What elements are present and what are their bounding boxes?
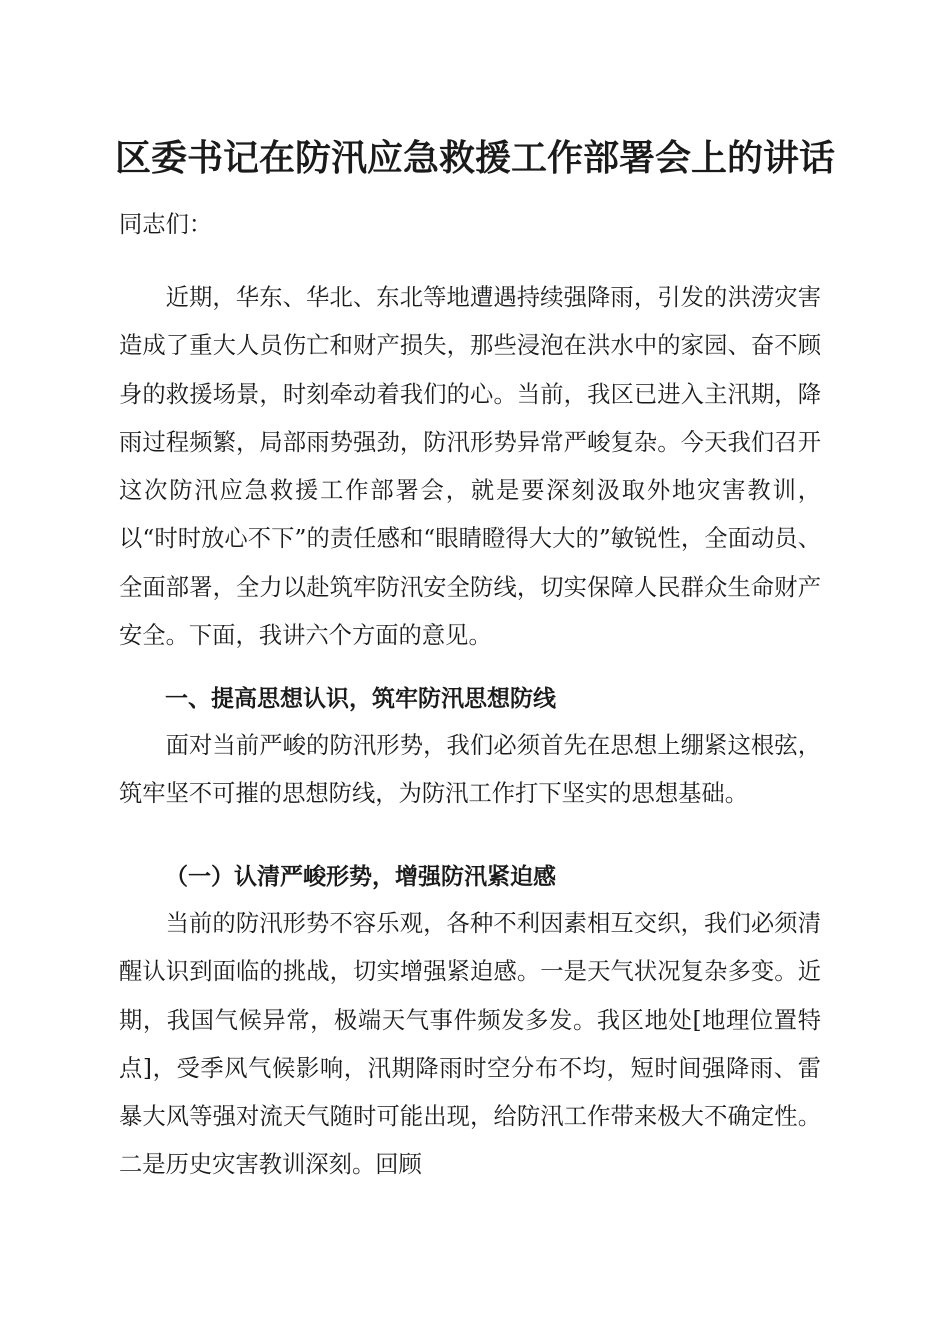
paragraph-intro: 近期，华东、华北、东北等地遭遇持续强降雨，引发的洪涝灾害造成了重大人员伤亡和财产损失，那些浸泡在洪水中的家园、奋不顾身的救援场景，时刻牵动着我们的心。当前，我区已进入主汛期，降雨过程频繁，局部雨势强劲，防汛形势异常严峻复杂。今天我们召开这次防汛应急救援工作部署会，就是要深刻汲取外地灾害教训，以“时时放心不下”的责任感和“眼睛瞪得大大的”敏锐性，全面动员、全面部署，全力以赴筑牢防汛安全防线，切实保障人民群众生命财产安全。下面，我讲六个方面的意见。 (119, 284, 821, 650)
document-title: 区委书记在防汛应急救援工作部署会上的讲话 (114, 137, 835, 179)
salutation: 同志们： (119, 211, 213, 238)
section-heading-1: 一、提高思想认识，筑牢防汛思想防线 (165, 686, 556, 712)
paragraph-subsection-1: 当前的防汛形势不容乐观，各种不利因素相互交织，我们必须清醒认识到面临的挑战，切实增强紧迫感。一是天气状况复杂多变。近期，我国气候异常，极端天气事件频发多发。我区地处[地理位置特点]，受季风气候影响，汛期降雨时空分布不均，短时间强降雨、雷暴大风等强对流天气随时可能出现，给防汛工作带来极大不确定性。二是历史灾害教训深刻。回顾 (119, 910, 821, 1179)
paragraph-section-1: 面对当前严峻的防汛形势，我们必须首先在思想上绷紧这根弦，筑牢坚不可摧的思想防线，为防汛工作打下坚实的思想基础。 (119, 732, 821, 808)
subsection-heading-1: （一）认清严峻形势，增强防汛紧迫感 (165, 863, 556, 890)
